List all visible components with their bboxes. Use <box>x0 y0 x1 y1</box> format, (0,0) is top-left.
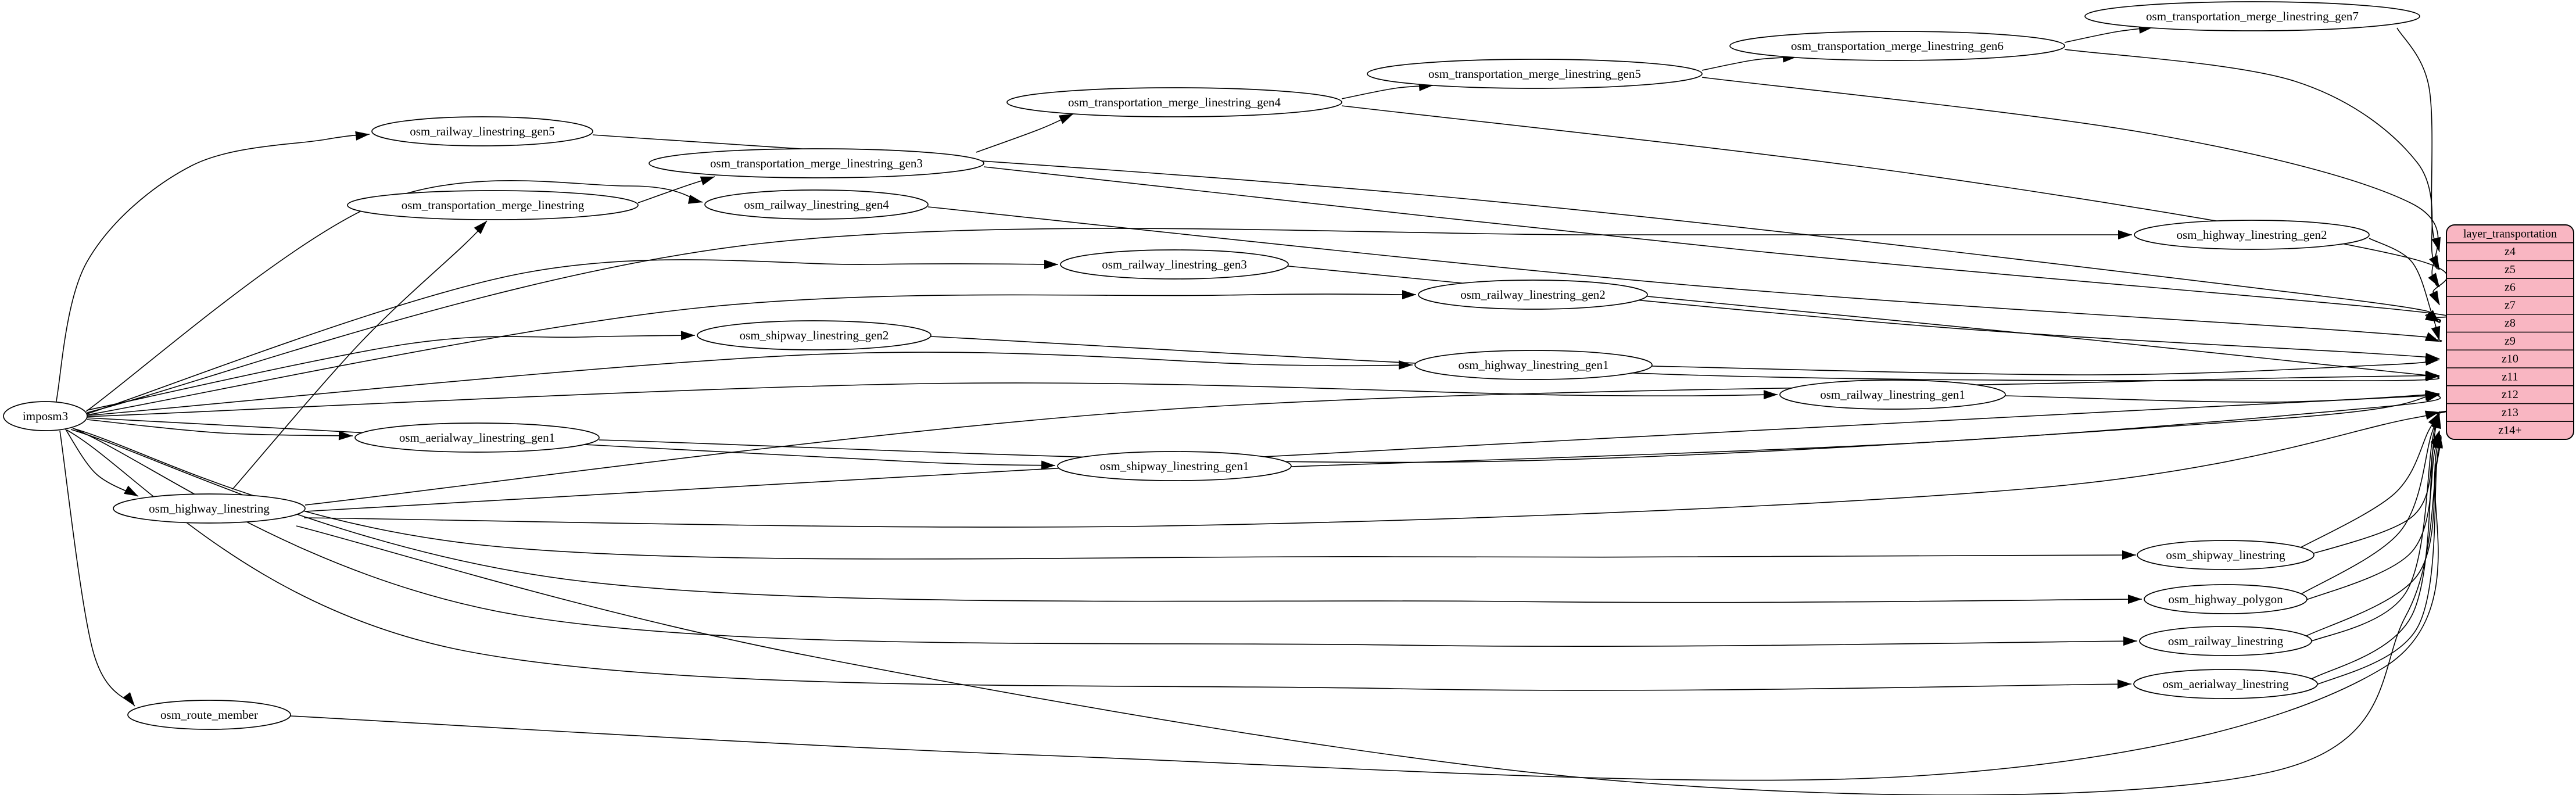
table-node-osm_route_member <box>128 700 291 729</box>
edge-imposm3-to-osm_shipway_linestring_gen2 <box>87 335 695 410</box>
table-node-label: osm_highway_linestring_gen2 <box>2176 228 2327 242</box>
edge-imposm3-to-osm_aerialway_linestring_gen1 <box>87 420 353 436</box>
edge-osm_railway_linestring-to-z13 <box>2304 414 2439 644</box>
edge-imposm3-to-osm_railway_linestring_gen5 <box>56 134 370 404</box>
record-row-z7: z11 <box>2502 370 2518 384</box>
edge-osm_highway_polygon-to-z13 <box>2298 411 2439 596</box>
arrowhead-icon <box>1402 290 1416 299</box>
arrowhead-icon <box>2429 291 2439 305</box>
arrowhead-icon <box>681 331 695 340</box>
edge-osm_railway_linestring-to-z14+ <box>2303 432 2439 638</box>
edge-osm_transportation_merge_linestring_gen3-to-osm_transportation_merge_linestring_gen4 <box>976 114 1073 152</box>
table-node-label: osm_aerialway_linestring_gen1 <box>399 431 556 445</box>
table-node-osm_shipway_linestring <box>2137 540 2314 570</box>
table-node-label: osm_highway_polygon <box>2168 592 2283 606</box>
record-row-z4: z8 <box>2505 317 2516 330</box>
table-node-label: osm_shipway_linestring_gen2 <box>739 328 889 342</box>
record-row-z1: z5 <box>2505 263 2516 276</box>
table-node-label: osm_railway_linestring_gen4 <box>744 198 889 212</box>
table-node-osm_railway_linestring <box>2140 626 2312 656</box>
table-node-label: osm_transportation_merge_linestring_gen5 <box>1428 67 1641 81</box>
table-node-osm_railway_linestring_gen5 <box>372 117 593 146</box>
table-node-osm_aerialway_linestring <box>2134 669 2317 699</box>
arrowhead-icon <box>1764 390 1778 399</box>
edge-osm_highway_linestring-to-z14+ <box>296 434 2440 795</box>
table-node-label: osm_transportation_merge_linestring_gen6 <box>1791 39 2004 53</box>
edge-osm_aerialway_linestring-to-z14+ <box>2309 432 2439 688</box>
table-node-osm_transportation_merge_linestring_gen4 <box>1007 88 1342 117</box>
table-node-osm_railway_linestring_gen2 <box>1418 280 1647 309</box>
table-node-label: osm_highway_linestring_gen1 <box>1458 358 1609 372</box>
table-node-imposm3 <box>3 402 87 431</box>
arrowhead-icon <box>688 195 703 204</box>
table-node-label: osm_transportation_merge_linestring_gen7 <box>2146 9 2359 23</box>
edge-osm_transportation_merge_linestring_gen7-to-z4 <box>2397 28 2439 252</box>
edge-osm_shipway_linestring_gen2-to-z11 <box>931 336 2439 381</box>
table-node-label: osm_shipway_linestring <box>2166 548 2285 562</box>
edge-imposm3-to-osm_highway_linestring <box>64 427 138 496</box>
record-row-z8: z12 <box>2502 388 2518 402</box>
edge-osm_highway_linestring-to-z11 <box>305 375 2439 505</box>
record-row-z9: z13 <box>2502 406 2518 419</box>
table-node-label: osm_railway_linestring <box>2167 634 2284 648</box>
table-node-osm_railway_linestring_gen4 <box>705 190 928 219</box>
table-node-label: imposm3 <box>22 409 69 423</box>
record-row-z3: z7 <box>2505 299 2516 312</box>
record-row-z10: z14+ <box>2498 424 2522 437</box>
arrowhead-icon <box>2122 550 2136 560</box>
record-row-z6: z10 <box>2502 352 2518 366</box>
arrowhead-icon <box>700 177 715 185</box>
table-node-label: osm_transportation_merge_linestring_gen3 <box>710 156 923 170</box>
record-row-z5: z9 <box>2505 334 2516 348</box>
edge-osm_transportation_merge_linestring_gen5-to-z6 <box>1702 77 2439 287</box>
table-node-label: osm_railway_linestring_gen5 <box>410 124 555 138</box>
table-node-label: osm_railway_linestring_gen2 <box>1460 288 1606 302</box>
table-node-osm_highway_linestring <box>113 494 305 523</box>
table-node-label: osm_route_member <box>160 708 258 722</box>
record-row-z0: z4 <box>2505 245 2516 259</box>
arrowhead-icon <box>474 221 487 234</box>
table-node-osm_transportation_merge_linestring_gen7 <box>2085 2 2420 31</box>
table-node-osm_highway_polygon <box>2144 585 2307 614</box>
edge-osm_shipway_linestring-to-z13 <box>2295 413 2439 550</box>
arrowhead-icon <box>2123 636 2137 646</box>
arrowhead-icon <box>1399 360 1413 370</box>
table-node-label: osm_transportation_merge_linestring <box>401 198 585 212</box>
arrowhead-icon <box>2118 679 2131 689</box>
table-node-osm_aerialway_linestring_gen1 <box>355 423 599 452</box>
arrowhead-icon <box>124 486 138 496</box>
table-node-osm_transportation_merge_linestring_gen6 <box>1730 31 2065 60</box>
record-row-z2: z6 <box>2505 281 2516 294</box>
table-node-osm_shipway_linestring_gen2 <box>697 321 931 350</box>
arrowhead-icon <box>2428 273 2439 287</box>
edge-osm_aerialway_linestring_gen1-to-z12 <box>599 393 2439 463</box>
record-title: layer_transportation <box>2463 227 2557 241</box>
edge-osm_highway_linestring_gen2-to-z9 <box>2369 238 2439 341</box>
arrowhead-icon <box>2118 230 2132 239</box>
table-node-label: osm_transportation_merge_linestring_gen4 <box>1068 95 1281 109</box>
table-node-label: osm_railway_linestring_gen3 <box>1102 257 1247 271</box>
arrowhead-icon <box>2128 595 2142 604</box>
table-node-osm_highway_linestring_gen1 <box>1415 350 1652 379</box>
edge-osm_railway_linestring_gen2-to-z11 <box>1647 296 2439 377</box>
table-node-osm_railway_linestring_gen3 <box>1061 250 1288 279</box>
table-node-osm_shipway_linestring_gen1 <box>1058 452 1291 481</box>
edge-osm_route_member-to-z14+ <box>291 434 2441 780</box>
table-node-osm_highway_linestring_gen2 <box>2134 220 2369 249</box>
table-node-osm_transportation_merge_linestring_gen3 <box>649 149 984 178</box>
table-node-osm_transportation_merge_linestring <box>347 191 638 220</box>
arrowhead-icon <box>1059 114 1073 124</box>
layer-record-node <box>2446 225 2574 439</box>
table-node-label: osm_aerialway_linestring <box>2162 677 2289 691</box>
arrowhead-icon <box>1044 260 1058 269</box>
table-node-label: osm_railway_linestring_gen1 <box>1820 388 1965 402</box>
edge-osm_transportation_merge_linestring_gen4-to-z7 <box>1342 106 2447 305</box>
edge-osm_highway_linestring_gen1-to-z10 <box>1652 360 2439 375</box>
table-node-osm_railway_linestring_gen1 <box>1780 380 2005 409</box>
table-node-label: osm_highway_linestring <box>149 502 270 515</box>
edge-osm_highway_linestring-to-z12 <box>305 395 2439 511</box>
arrowhead-icon <box>2432 237 2441 252</box>
arrowhead-icon <box>355 131 370 141</box>
table-node-label: osm_shipway_linestring_gen1 <box>1099 459 1249 473</box>
edge-imposm3-to-osm_railway_linestring_gen1 <box>87 383 1778 417</box>
edge-osm_railway_linestring_gen3-to-z10 <box>1288 266 2439 359</box>
table-node-osm_transportation_merge_linestring_gen5 <box>1367 59 1702 88</box>
edge-osm_transportation_merge_linestring_gen5-to-osm_transportation_merge_linestring_gen6 <box>1702 57 1797 70</box>
arrowhead-icon <box>123 692 135 706</box>
